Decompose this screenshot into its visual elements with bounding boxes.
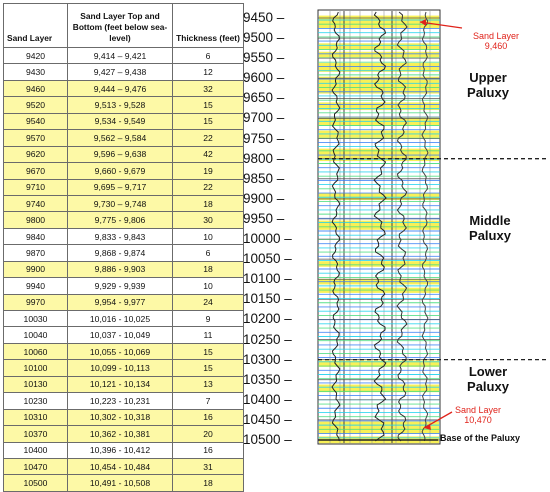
annotation-sand-layer-9460: Sand Layer 9,460 [472, 31, 520, 51]
cell-thickness: 10 [173, 228, 244, 244]
cell-thickness: 32 [173, 80, 244, 96]
cell-top-bottom: 9,444 – 9,476 [68, 80, 173, 96]
cell-top-bottom: 10,037 - 10,049 [68, 327, 173, 343]
cell-thickness: 18 [173, 261, 244, 277]
cell-top-bottom: 10,396 - 10,412 [68, 442, 173, 458]
cell-sand-layer: 9460 [4, 80, 68, 96]
cell-thickness: 12 [173, 64, 244, 80]
depth-tick-label: 10050 – [243, 251, 292, 267]
cell-sand-layer: 9670 [4, 163, 68, 179]
depth-tick-label: 10200 – [243, 311, 292, 327]
depth-tick-label: 10450 – [243, 411, 292, 427]
cell-sand-layer: 9840 [4, 228, 68, 244]
cell-thickness: 18 [173, 195, 244, 211]
table-row [4, 475, 244, 491]
depth-tick-label: 10300 – [243, 351, 292, 367]
cell-thickness: 31 [173, 458, 244, 474]
depth-tick-label: 9650 – [243, 90, 285, 106]
cell-sand-layer: 9420 [4, 48, 68, 64]
depth-tick-label: 9500 – [243, 30, 285, 46]
cell-sand-layer: 10060 [4, 343, 68, 359]
cell-top-bottom: 9,414 – 9,421 [68, 48, 173, 64]
depth-tick-label: 10000 – [243, 231, 292, 247]
cell-top-bottom: 10,454 - 10,484 [68, 458, 173, 474]
depth-tick-label: 10250 – [243, 331, 292, 347]
cell-sand-layer: 10130 [4, 376, 68, 392]
cell-thickness: 20 [173, 426, 244, 442]
cell-thickness: 6 [173, 48, 244, 64]
cell-top-bottom: 10,055 - 10,069 [68, 343, 173, 359]
cell-thickness: 22 [173, 130, 244, 146]
cell-thickness: 16 [173, 409, 244, 425]
cell-thickness: 7 [173, 393, 244, 409]
cell-sand-layer: 9940 [4, 278, 68, 294]
cell-top-bottom: 10,121 - 10,134 [68, 376, 173, 392]
cell-sand-layer: 9570 [4, 130, 68, 146]
cell-sand-layer: 9800 [4, 212, 68, 228]
cell-top-bottom: 9,868 - 9,874 [68, 245, 173, 261]
cell-top-bottom: 9,730 – 9,748 [68, 195, 173, 211]
cell-top-bottom: 9,929 - 9,939 [68, 278, 173, 294]
depth-tick-label: 9700 – [243, 110, 285, 126]
cell-sand-layer: 9620 [4, 146, 68, 162]
cell-top-bottom: 9,886 - 9,903 [68, 261, 173, 277]
cell-thickness: 10 [173, 278, 244, 294]
cell-sand-layer: 10040 [4, 327, 68, 343]
cell-sand-layer: 9710 [4, 179, 68, 195]
depth-tick-label: 9800 – [243, 150, 285, 166]
cell-thickness: 30 [173, 212, 244, 228]
cell-thickness: 15 [173, 360, 244, 376]
cell-sand-layer: 10500 [4, 475, 68, 491]
depth-tick-label: 10150 – [243, 291, 292, 307]
cell-top-bottom: 9,695 – 9,717 [68, 179, 173, 195]
header-sand-layer: Sand Layer [4, 4, 68, 48]
cell-thickness: 15 [173, 97, 244, 113]
header-thickness: Thickness (feet) [173, 4, 244, 48]
cell-top-bottom: 10,016 - 10,025 [68, 311, 173, 327]
zone-lower-paluxy: Lower Paluxy [467, 364, 509, 394]
depth-tick-label: 10100 – [243, 271, 292, 287]
cell-top-bottom: 9,775 - 9,806 [68, 212, 173, 228]
cell-top-bottom: 10,302 - 10,318 [68, 409, 173, 425]
cell-top-bottom: 9,954 - 9,977 [68, 294, 173, 310]
cell-thickness: 6 [173, 245, 244, 261]
cell-sand-layer: 10470 [4, 458, 68, 474]
cell-thickness: 42 [173, 146, 244, 162]
cell-sand-layer: 10030 [4, 311, 68, 327]
annotation-sand-layer-10470: Sand Layer 10,470 [454, 405, 502, 425]
cell-top-bottom: 9,562 – 9,584 [68, 130, 173, 146]
table-row [4, 458, 244, 474]
cell-top-bottom: 9,833 - 9,843 [68, 228, 173, 244]
cell-top-bottom: 9,660 - 9,679 [68, 163, 173, 179]
cell-top-bottom: 9,513 - 9,528 [68, 97, 173, 113]
cell-sand-layer: 9430 [4, 64, 68, 80]
cell-sand-layer: 10100 [4, 360, 68, 376]
cell-sand-layer: 9900 [4, 261, 68, 277]
zone-middle-paluxy: Middle Paluxy [469, 213, 511, 243]
cell-top-bottom: 10,099 - 10,113 [68, 360, 173, 376]
cell-thickness: 16 [173, 442, 244, 458]
header-top-bottom: Sand Layer Top and Bottom (feet below sea-level) [68, 4, 173, 48]
cell-sand-layer: 9970 [4, 294, 68, 310]
sand-band [319, 221, 439, 230]
depth-tick-label: 9450 – [243, 10, 285, 25]
cell-top-bottom: 9,596 – 9,638 [68, 146, 173, 162]
cell-thickness: 19 [173, 163, 244, 179]
cell-sand-layer: 9740 [4, 195, 68, 211]
cell-top-bottom: 10,223 - 10,231 [68, 393, 173, 409]
depth-tick-label: 9900 – [243, 190, 285, 206]
cell-top-bottom: 10,491 - 10,508 [68, 475, 173, 491]
depth-tick-label: 10400 – [243, 391, 292, 407]
depth-tick-label: 9750 – [243, 130, 285, 146]
cell-sand-layer: 9870 [4, 245, 68, 261]
cell-thickness: 22 [173, 179, 244, 195]
cell-thickness: 24 [173, 294, 244, 310]
cell-top-bottom: 9,534 - 9,549 [68, 113, 173, 129]
zone-upper-paluxy: Upper Paluxy [467, 70, 509, 100]
cell-thickness: 15 [173, 343, 244, 359]
cell-thickness: 9 [173, 311, 244, 327]
cell-sand-layer: 9520 [4, 97, 68, 113]
cell-sand-layer: 10310 [4, 409, 68, 425]
base-of-paluxy-label: Base of the Paluxy [440, 433, 521, 443]
cell-sand-layer: 10370 [4, 426, 68, 442]
cell-sand-layer: 9540 [4, 113, 68, 129]
cell-top-bottom: 10,362 - 10,381 [68, 426, 173, 442]
cell-sand-layer: 10400 [4, 442, 68, 458]
depth-tick-label: 9850 – [243, 170, 285, 186]
depth-tick-label: 9600 – [243, 70, 285, 86]
cell-thickness: 15 [173, 113, 244, 129]
depth-tick-label: 9550 – [243, 50, 285, 66]
cell-thickness: 18 [173, 475, 244, 491]
cell-top-bottom: 9,427 – 9,438 [68, 64, 173, 80]
depth-tick-label: 9950 – [243, 210, 285, 226]
cell-sand-layer: 10230 [4, 393, 68, 409]
sand-band [319, 52, 439, 58]
cell-thickness: 13 [173, 376, 244, 392]
cell-thickness: 11 [173, 327, 244, 343]
depth-tick-label: 10500 – [243, 432, 292, 447]
depth-tick-label: 10350 – [243, 371, 292, 387]
